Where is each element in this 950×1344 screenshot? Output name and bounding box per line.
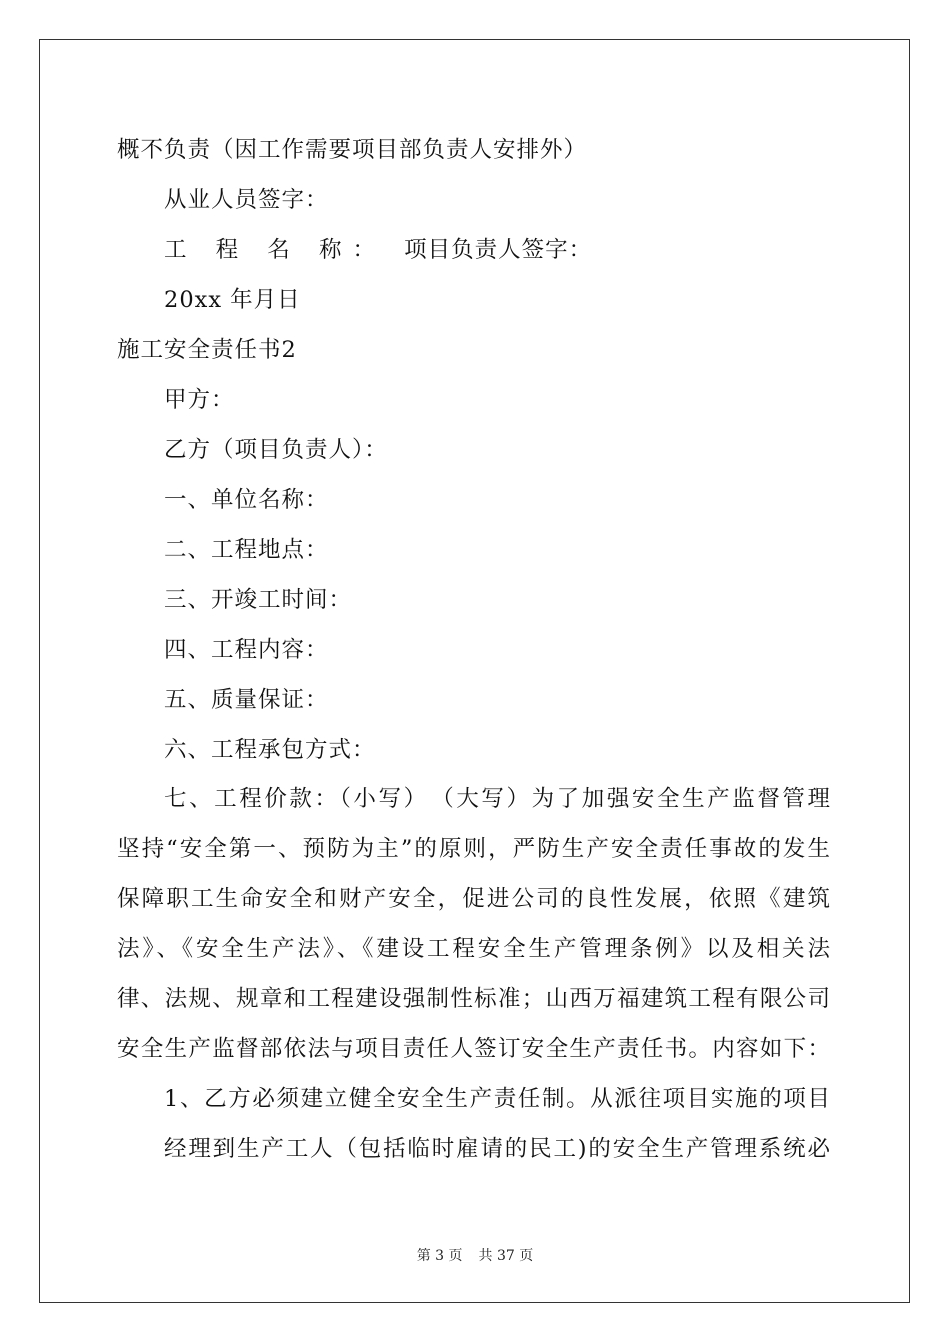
party-b-line: 乙方（项目负责人）： bbox=[164, 437, 388, 463]
date-line: 20xx 年月日 bbox=[164, 287, 301, 313]
clause-1-line-2: 经理到生产工人（包括临时雇请的民工)的安全生产管理系统必 bbox=[164, 1136, 830, 1162]
item-contract-method: 六、工程承包方式： bbox=[164, 737, 376, 763]
text-line-1: 概不负责（因工作需要项目部负责人安排外） bbox=[117, 137, 588, 163]
item-project-content: 四、工程内容： bbox=[164, 637, 329, 663]
clause-1-line-1: 1、乙方必须建立健全安全生产责任制。从派往项目实施的项目 bbox=[164, 1086, 830, 1112]
text-line-3 bbox=[164, 235, 592, 265]
paragraph-line-5: 律、法规、规章和工程建设强制性标准；山西万福建筑工程有限公司 bbox=[117, 986, 830, 1012]
page-number: 第 3 页 bbox=[416, 1248, 463, 1264]
item-quality-guarantee: 五、质量保证： bbox=[164, 687, 329, 713]
section-title: 施工安全责任书2 bbox=[117, 337, 297, 363]
item-project-location: 二、工程地点： bbox=[164, 537, 329, 563]
item-unit-name: 一、单位名称： bbox=[164, 487, 329, 513]
party-a-line: 甲方： bbox=[164, 387, 235, 413]
paragraph-line-1: 七、工程价款：（小写） （大写）为了加强安全生产监督管理 bbox=[164, 786, 830, 812]
item-start-end-time: 三、开竣工时间： bbox=[164, 587, 353, 613]
paragraph-line-6: 安全生产监督部依法与项目责任人签订安全生产责任书。内容如下： bbox=[117, 1036, 830, 1062]
paragraph-line-2: 坚持“安全第一、预防为主”的原则，严防生产安全责任事故的发生 bbox=[117, 836, 830, 862]
total-pages: 共 37 页 bbox=[478, 1248, 534, 1264]
page-footer bbox=[0, 1247, 950, 1265]
project-name-label: 工 程 名 称： bbox=[164, 237, 386, 263]
paragraph-line-4: 法》、《安全生产法》、《建设工程安全生产管理条例》以及相关法 bbox=[117, 936, 830, 962]
paragraph-line-3: 保障职工生命安全和财产安全，促进公司的良性发展，依照《建筑 bbox=[117, 886, 830, 912]
text-line-2: 从业人员签字： bbox=[164, 187, 329, 213]
project-leader-signature-label: 项目负责人签字： bbox=[404, 237, 593, 263]
